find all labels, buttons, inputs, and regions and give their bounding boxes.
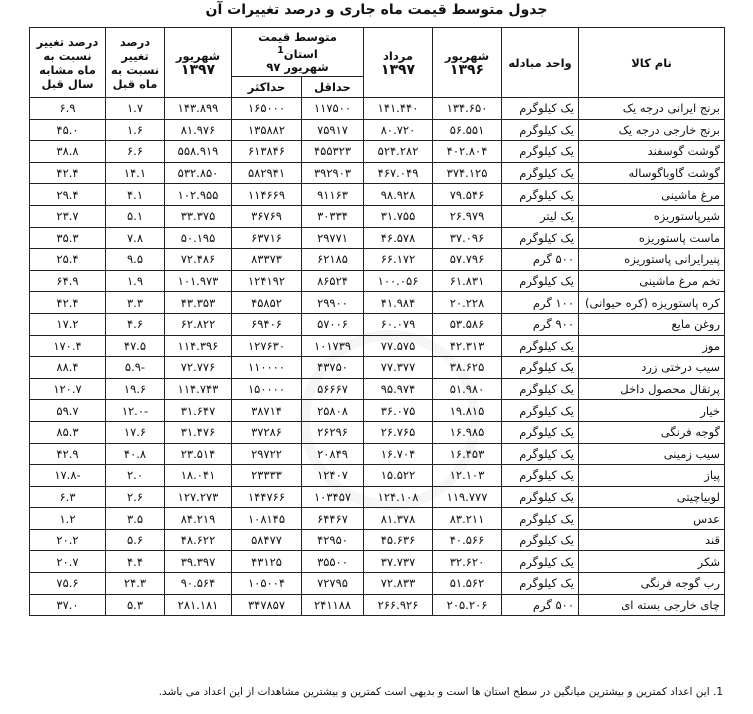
cell-pct-year: ۳۷.۰: [30, 594, 106, 616]
cell-item-name: روغن مایع: [579, 313, 725, 335]
cell-pct-year: ۶.۳: [30, 486, 106, 508]
table-body: [30, 98, 725, 616]
table-row: [30, 508, 725, 530]
cell-shahrivar-1396: ۳۷۴.۱۲۵: [433, 162, 502, 184]
cell-shahrivar-1397: ۵۵۸.۹۱۹: [165, 141, 232, 163]
cell-pct-month: ۶.۶: [106, 141, 165, 163]
cell-pct-year: ۳۵.۳: [30, 227, 106, 249]
cell-min: ۱۱۷۵۰۰: [302, 98, 364, 120]
table-row: [30, 378, 725, 400]
cell-shahrivar-1396: ۱۱۹.۷۷۷: [433, 486, 502, 508]
cell-shahrivar-1397: ۱۲۷.۲۷۳: [165, 486, 232, 508]
cell-max: ۴۵۸۵۲: [232, 292, 302, 314]
cell-max: ۱۵۰۰۰۰: [232, 378, 302, 400]
cell-shahrivar-1397: ۱۴۳.۸۹۹: [165, 98, 232, 120]
table-row: [30, 162, 725, 184]
cell-pct-month: ۴.۱: [106, 184, 165, 206]
cell-mordad-1397: ۳۱.۷۵۵: [364, 205, 433, 227]
cell-unit: یک کیلوگرم: [502, 573, 579, 595]
header-mordad-1397-month: مرداد: [383, 48, 414, 63]
header-shahrivar-1397-month: شهریور: [175, 48, 221, 63]
cell-pct-year: ۴۵.۰: [30, 119, 106, 141]
cell-mordad-1397: ۲۶.۷۶۵: [364, 421, 433, 443]
table-row: [30, 119, 725, 141]
cell-item-name: رب گوجه فرنگی: [579, 573, 725, 595]
cell-max: ۱۲۷۶۳۰: [232, 335, 302, 357]
cell-mordad-1397: ۲۶۶.۹۲۶: [364, 594, 433, 616]
cell-mordad-1397: ۱۵.۵۲۲: [364, 465, 433, 487]
cell-pct-year: ۲۵.۴: [30, 249, 106, 271]
table-row: [30, 98, 725, 120]
header-province-average-label: متوسط قیمت استان: [258, 29, 337, 61]
cell-mordad-1397: ۵۲۴.۲۸۲: [364, 141, 433, 163]
table-row: [30, 335, 725, 357]
cell-mordad-1397: ۴۶.۵۷۸: [364, 227, 433, 249]
cell-min: ۲۵۸۰۸: [302, 400, 364, 422]
table-row: [30, 357, 725, 379]
cell-pct-year: ۱۲۰.۷: [30, 378, 106, 400]
header-shahrivar-1397: [165, 28, 232, 98]
cell-pct-month: ۲.۶: [106, 486, 165, 508]
cell-unit: یک کیلوگرم: [502, 378, 579, 400]
cell-shahrivar-1397: ۱۸.۰۴۱: [165, 465, 232, 487]
cell-mordad-1397: ۱۶.۷۰۴: [364, 443, 433, 465]
cell-pct-month: ۳.۳: [106, 292, 165, 314]
cell-item-name: عدس: [579, 508, 725, 530]
cell-shahrivar-1396: ۲۰.۲۲۸: [433, 292, 502, 314]
header-mordad-1397: [364, 28, 433, 98]
cell-pct-month: ۱۹.۶: [106, 378, 165, 400]
table-title: جدول متوسط قیمت ماه جاری و درصد تغییرات آن: [205, 2, 548, 18]
cell-shahrivar-1397: ۳۳.۳۷۵: [165, 205, 232, 227]
cell-min: ۳۰۳۳۴: [302, 205, 364, 227]
cell-min: ۲۰۸۴۹: [302, 443, 364, 465]
cell-unit: یک کیلوگرم: [502, 357, 579, 379]
cell-min: ۵۷۰۰۶: [302, 313, 364, 335]
cell-max: ۱۴۴۷۶۶: [232, 486, 302, 508]
cell-shahrivar-1396: ۳۲.۶۲۰: [433, 551, 502, 573]
cell-pct-month: ۱۷.۶: [106, 421, 165, 443]
cell-shahrivar-1397: ۷۲.۷۷۶: [165, 357, 232, 379]
cell-max: ۶۳۷۱۶: [232, 227, 302, 249]
cell-mordad-1397: ۹۸.۹۲۸: [364, 184, 433, 206]
cell-shahrivar-1396: ۴۰۲.۸۰۴: [433, 141, 502, 163]
cell-shahrivar-1396: ۳۷.۰۹۶: [433, 227, 502, 249]
cell-shahrivar-1397: ۳۹.۳۹۷: [165, 551, 232, 573]
cell-shahrivar-1397: ۳۱.۴۷۶: [165, 421, 232, 443]
header-pct-year: درصد تغییر نسبت به ماه مشابه سال قبل: [30, 28, 106, 98]
table-row: [30, 573, 725, 595]
cell-max: ۵۸۴۷۷: [232, 529, 302, 551]
cell-min: ۱۰۱۷۳۹: [302, 335, 364, 357]
cell-min: ۴۲۹۵۰: [302, 529, 364, 551]
footnote-marker: 1: [277, 44, 284, 56]
cell-shahrivar-1396: ۵۳.۵۸۶: [433, 313, 502, 335]
table-row: [30, 184, 725, 206]
cell-shahrivar-1396: ۵۷.۷۹۶: [433, 249, 502, 271]
cell-pct-year: -۱۷.۸: [30, 465, 106, 487]
table-row: [30, 313, 725, 335]
cell-mordad-1397: ۶۶.۱۷۲: [364, 249, 433, 271]
header-name: نام کالا: [579, 28, 725, 98]
cell-min: ۷۵۹۱۷: [302, 119, 364, 141]
cell-pct-month: ۱.۹: [106, 270, 165, 292]
table-row: [30, 421, 725, 443]
cell-item-name: مرغ ماشینی: [579, 184, 725, 206]
table-row: [30, 400, 725, 422]
cell-min: ۳۹۲۹۰۳: [302, 162, 364, 184]
cell-pct-month: ۲۴.۳: [106, 573, 165, 595]
cell-shahrivar-1396: ۲۰۵.۲۰۶: [433, 594, 502, 616]
cell-item-name: چای خارجی بسته ای: [579, 594, 725, 616]
cell-shahrivar-1397: ۲۳.۵۱۴: [165, 443, 232, 465]
cell-max: ۱۲۴۱۹۲: [232, 270, 302, 292]
cell-shahrivar-1396: ۵۱.۵۶۲: [433, 573, 502, 595]
cell-pct-month: -۱۲.۰: [106, 400, 165, 422]
cell-pct-month: ۴۷.۵: [106, 335, 165, 357]
cell-max: ۱۱۴۶۶۹: [232, 184, 302, 206]
cell-pct-year: ۱.۲: [30, 508, 106, 530]
cell-shahrivar-1396: ۱۶.۹۸۵: [433, 421, 502, 443]
cell-pct-year: ۲۹.۴: [30, 184, 106, 206]
cell-mordad-1397: ۳۶.۰۷۵: [364, 400, 433, 422]
cell-min: ۱۰۳۴۵۷: [302, 486, 364, 508]
cell-item-name: پرتقال محصول داخل: [579, 378, 725, 400]
header-unit: واحد مبادله: [502, 28, 579, 98]
cell-mordad-1397: ۷۷.۳۷۷: [364, 357, 433, 379]
cell-pct-year: ۱۷.۲: [30, 313, 106, 335]
cell-unit: ۵۰۰ گرم: [502, 594, 579, 616]
cell-pct-month: ۹.۵: [106, 249, 165, 271]
cell-min: ۴۳۷۵۰: [302, 357, 364, 379]
cell-unit: یک کیلوگرم: [502, 421, 579, 443]
cell-item-name: خیار: [579, 400, 725, 422]
cell-unit: ۱۰۰ گرم: [502, 292, 579, 314]
cell-item-name: لوبیاچیتی: [579, 486, 725, 508]
cell-pct-year: ۴۲.۴: [30, 162, 106, 184]
cell-min: ۷۲۷۹۵: [302, 573, 364, 595]
cell-item-name: شکر: [579, 551, 725, 573]
cell-shahrivar-1396: ۳۸.۶۲۵: [433, 357, 502, 379]
cell-item-name: پیاز: [579, 465, 725, 487]
cell-unit: یک کیلوگرم: [502, 465, 579, 487]
cell-item-name: برنج خارجی درجه یک: [579, 119, 725, 141]
cell-pct-month: ۱۴.۱: [106, 162, 165, 184]
cell-item-name: شیرپاستوریزه: [579, 205, 725, 227]
cell-mordad-1397: ۴۵.۶۳۶: [364, 529, 433, 551]
cell-shahrivar-1397: ۱۰۲.۹۵۵: [165, 184, 232, 206]
cell-pct-month: ۵.۳: [106, 594, 165, 616]
cell-shahrivar-1396: ۸۳.۲۱۱: [433, 508, 502, 530]
cell-shahrivar-1396: ۴۲.۳۱۳: [433, 335, 502, 357]
cell-max: ۲۹۷۲۲: [232, 443, 302, 465]
cell-shahrivar-1397: ۱۰۱.۹۷۳: [165, 270, 232, 292]
cell-item-name: برنج ایرانی درجه یک: [579, 98, 725, 120]
cell-shahrivar-1397: ۲۸۱.۱۸۱: [165, 594, 232, 616]
cell-item-name: ماست پاستوریزه: [579, 227, 725, 249]
cell-mordad-1397: ۴۱.۹۸۴: [364, 292, 433, 314]
cell-min: ۲۹۹۰۰: [302, 292, 364, 314]
cell-shahrivar-1396: ۱۹.۸۱۵: [433, 400, 502, 422]
cell-pct-year: ۵۹.۷: [30, 400, 106, 422]
header-shahrivar-1396-month: شهریور: [444, 48, 490, 63]
header-shahrivar-1396: [433, 28, 502, 98]
cell-max: ۲۳۳۳۳: [232, 465, 302, 487]
cell-unit: یک کیلوگرم: [502, 184, 579, 206]
cell-pct-month: ۵.۱: [106, 205, 165, 227]
header-max: حداکثر: [232, 77, 302, 98]
cell-item-name: پنیرایرانی پاستوریزه: [579, 249, 725, 271]
header-pct-month: درصد تغییر نسبت به ماه قبل: [106, 28, 165, 98]
cell-pct-year: ۳۸.۸: [30, 141, 106, 163]
cell-pct-year: ۲۰.۷: [30, 551, 106, 573]
cell-min: ۵۶۶۶۷: [302, 378, 364, 400]
header-mordad-1397-year: ۱۳۹۷: [380, 61, 416, 78]
price-table: [29, 27, 725, 616]
cell-mordad-1397: ۷۲.۸۳۳: [364, 573, 433, 595]
cell-pct-year: ۸۸.۴: [30, 357, 106, 379]
cell-shahrivar-1397: ۳۱.۶۴۷: [165, 400, 232, 422]
table-row: [30, 486, 725, 508]
cell-shahrivar-1397: ۶۲.۸۲۲: [165, 313, 232, 335]
cell-pct-month: ۱.۶: [106, 119, 165, 141]
cell-unit: یک کیلوگرم: [502, 270, 579, 292]
header-shahrivar-1396-year: ۱۳۹۶: [449, 61, 485, 78]
cell-shahrivar-1396: ۶۱.۸۳۱: [433, 270, 502, 292]
cell-shahrivar-1396: ۱۶.۴۵۳: [433, 443, 502, 465]
cell-shahrivar-1396: ۱۲.۱۰۳: [433, 465, 502, 487]
cell-shahrivar-1397: ۸۴.۲۱۹: [165, 508, 232, 530]
cell-shahrivar-1396: ۱۳۴.۶۵۰: [433, 98, 502, 120]
cell-min: ۶۲۱۸۵: [302, 249, 364, 271]
cell-mordad-1397: ۸۱.۳۷۸: [364, 508, 433, 530]
cell-pct-month: ۱.۷: [106, 98, 165, 120]
cell-max: ۳۷۲۸۶: [232, 421, 302, 443]
table-row: [30, 551, 725, 573]
cell-mordad-1397: ۱۴۱.۴۴۰: [364, 98, 433, 120]
cell-mordad-1397: ۴۶۷.۰۴۹: [364, 162, 433, 184]
cell-max: ۱۳۵۸۸۲: [232, 119, 302, 141]
cell-pct-year: ۷۵.۶: [30, 573, 106, 595]
cell-pct-year: ۶.۹: [30, 98, 106, 120]
cell-item-name: گوشت گوسفند: [579, 141, 725, 163]
cell-pct-year: ۲۰.۲: [30, 529, 106, 551]
cell-max: ۳۴۷۸۵۷: [232, 594, 302, 616]
cell-pct-year: ۱۷۰.۴: [30, 335, 106, 357]
cell-unit: یک کیلوگرم: [502, 98, 579, 120]
cell-pct-month: ۴.۴: [106, 551, 165, 573]
cell-pct-year: ۲۳.۷: [30, 205, 106, 227]
cell-unit: یک کیلوگرم: [502, 335, 579, 357]
cell-unit: یک کیلوگرم: [502, 443, 579, 465]
cell-max: ۱۰۵۰۰۴: [232, 573, 302, 595]
cell-min: ۹۱۱۶۳: [302, 184, 364, 206]
cell-item-name: قند: [579, 529, 725, 551]
table-row: [30, 465, 725, 487]
cell-pct-month: ۷.۸: [106, 227, 165, 249]
cell-pct-year: ۶۴.۹: [30, 270, 106, 292]
cell-item-name: گوجه فرنگی: [579, 421, 725, 443]
cell-item-name: گوشت گاوباگوساله: [579, 162, 725, 184]
cell-unit: یک کیلوگرم: [502, 227, 579, 249]
cell-mordad-1397: ۱۰۰.۰۵۶: [364, 270, 433, 292]
cell-max: ۴۳۱۲۵: [232, 551, 302, 573]
cell-max: ۱۰۸۱۴۵: [232, 508, 302, 530]
cell-mordad-1397: ۹۵.۹۷۴: [364, 378, 433, 400]
cell-min: ۶۴۴۶۷: [302, 508, 364, 530]
cell-max: ۶۹۴۰۶: [232, 313, 302, 335]
cell-mordad-1397: ۷۷.۵۷۵: [364, 335, 433, 357]
header-shahrivar-1397-year: ۱۳۹۷: [180, 61, 216, 78]
cell-pct-year: ۴۲.۹: [30, 443, 106, 465]
cell-unit: ۹۰۰ گرم: [502, 313, 579, 335]
cell-mordad-1397: ۱۲۴.۱۰۸: [364, 486, 433, 508]
cell-unit: یک کیلوگرم: [502, 162, 579, 184]
cell-item-name: کره پاستوریزه (کره حیوانی): [579, 292, 725, 314]
cell-shahrivar-1397: ۵۳۲.۸۵۰: [165, 162, 232, 184]
cell-shahrivar-1396: ۷۹.۵۴۶: [433, 184, 502, 206]
cell-item-name: موز: [579, 335, 725, 357]
header-province-average-month: شهریور ۹۷: [266, 60, 329, 75]
cell-max: ۱۱۰۰۰۰: [232, 357, 302, 379]
cell-mordad-1397: ۶۰.۰۷۹: [364, 313, 433, 335]
cell-pct-year: ۴۲.۴: [30, 292, 106, 314]
cell-pct-month: ۳.۵: [106, 508, 165, 530]
cell-min: ۴۵۵۳۲۳: [302, 141, 364, 163]
cell-unit: یک کیلوگرم: [502, 400, 579, 422]
table-row: [30, 270, 725, 292]
cell-shahrivar-1397: ۹۰.۵۶۴: [165, 573, 232, 595]
cell-pct-month: ۴۰.۸: [106, 443, 165, 465]
cell-item-name: سیب درختی زرد: [579, 357, 725, 379]
cell-min: ۲۴۱۱۸۸: [302, 594, 364, 616]
cell-shahrivar-1396: ۵۱.۹۸۰: [433, 378, 502, 400]
table-row: [30, 594, 725, 616]
table-row: [30, 141, 725, 163]
cell-shahrivar-1397: ۱۱۴.۷۴۳: [165, 378, 232, 400]
cell-mordad-1397: ۳۷.۷۳۷: [364, 551, 433, 573]
cell-unit: یک کیلوگرم: [502, 551, 579, 573]
cell-pct-month: ۲.۰: [106, 465, 165, 487]
cell-unit: یک لیتر: [502, 205, 579, 227]
cell-shahrivar-1397: ۴۳.۳۵۳: [165, 292, 232, 314]
cell-unit: ۵۰۰ گرم: [502, 249, 579, 271]
table-row: [30, 249, 725, 271]
cell-min: ۱۲۴۰۷: [302, 465, 364, 487]
footnote: 1. این اعداد کمترین و بیشترین میانگین در سطح استان ها است و بدیهی است کمترین و بیشترین مشاهدات از این اعداد می باشد.: [158, 686, 723, 698]
cell-item-name: سیب زمینی: [579, 443, 725, 465]
cell-pct-month: ۵.۶: [106, 529, 165, 551]
cell-shahrivar-1397: ۷۲.۴۸۶: [165, 249, 232, 271]
cell-unit: یک کیلوگرم: [502, 508, 579, 530]
table-row: [30, 443, 725, 465]
cell-shahrivar-1396: ۵۶.۵۵۱: [433, 119, 502, 141]
cell-min: ۲۶۲۹۶: [302, 421, 364, 443]
cell-shahrivar-1397: ۱۱۴.۳۹۶: [165, 335, 232, 357]
cell-max: ۸۳۳۷۳: [232, 249, 302, 271]
cell-max: ۳۶۷۶۹: [232, 205, 302, 227]
cell-pct-month: -۵.۹: [106, 357, 165, 379]
cell-max: ۶۱۳۸۴۶: [232, 141, 302, 163]
cell-max: ۱۶۵۰۰۰: [232, 98, 302, 120]
cell-shahrivar-1397: ۴۸.۶۲۲: [165, 529, 232, 551]
table-row: [30, 227, 725, 249]
cell-unit: یک کیلوگرم: [502, 119, 579, 141]
cell-shahrivar-1396: ۴۰.۵۶۶: [433, 529, 502, 551]
cell-max: ۵۸۲۹۴۱: [232, 162, 302, 184]
cell-min: ۸۶۵۲۴: [302, 270, 364, 292]
cell-unit: یک کیلوگرم: [502, 141, 579, 163]
cell-pct-month: ۴.۶: [106, 313, 165, 335]
cell-item-name: تخم مرغ ماشینی: [579, 270, 725, 292]
cell-min: ۲۹۷۷۱: [302, 227, 364, 249]
cell-max: ۳۸۷۱۴: [232, 400, 302, 422]
header-min: حداقل: [302, 77, 364, 98]
cell-pct-year: ۸۵.۳: [30, 421, 106, 443]
cell-mordad-1397: ۸۰.۷۲۰: [364, 119, 433, 141]
cell-shahrivar-1397: ۸۱.۹۷۶: [165, 119, 232, 141]
cell-unit: یک کیلوگرم: [502, 529, 579, 551]
cell-unit: یک کیلوگرم: [502, 486, 579, 508]
table-row: [30, 529, 725, 551]
table-row: [30, 205, 725, 227]
cell-shahrivar-1396: ۲۶.۹۷۹: [433, 205, 502, 227]
header-province-average: [232, 28, 364, 77]
cell-shahrivar-1397: ۵۰.۱۹۵: [165, 227, 232, 249]
table-row: [30, 292, 725, 314]
cell-min: ۳۵۵۰۰: [302, 551, 364, 573]
